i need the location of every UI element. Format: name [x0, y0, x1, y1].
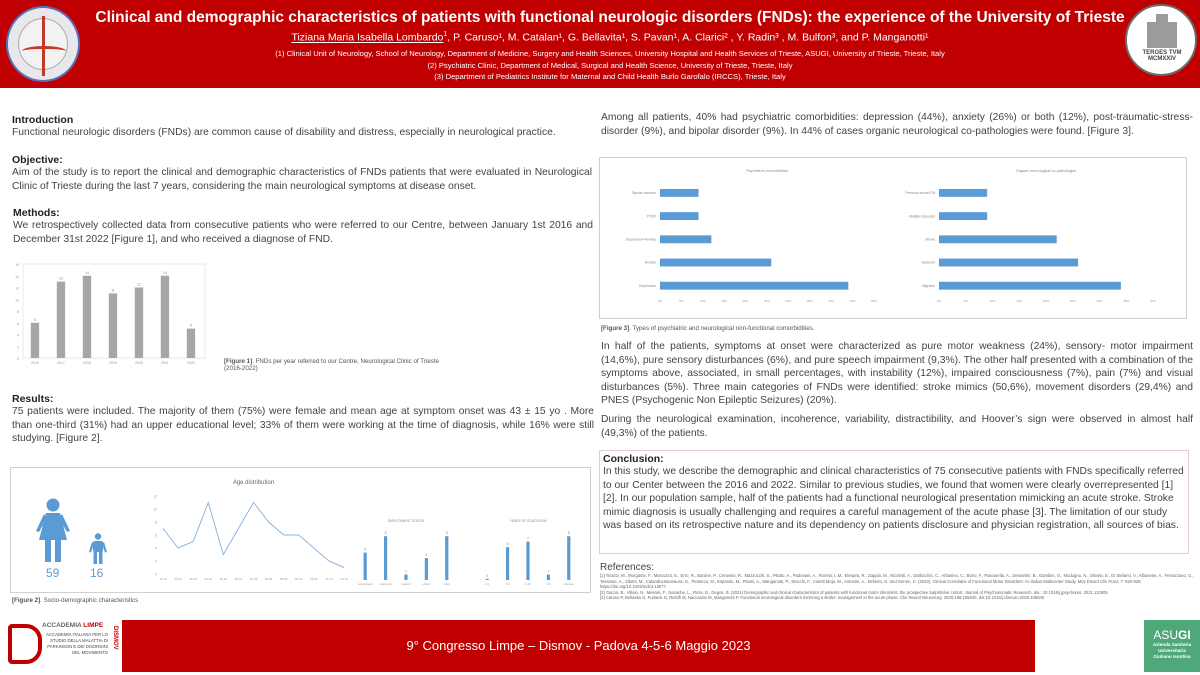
bar — [187, 329, 195, 358]
objective-section — [12, 154, 592, 193]
bar-value-label: 7 — [527, 536, 529, 541]
category-label: Migraine — [921, 283, 935, 288]
x-tick-label: 0% — [936, 299, 942, 303]
bar-value-label: 6 — [506, 542, 509, 547]
x-tick-label: employed — [379, 583, 392, 586]
bar — [660, 259, 771, 267]
bar — [364, 553, 367, 580]
bar — [83, 276, 91, 358]
figure1-caption-text: . FNDs per year referred to our Centre, Neurological Clinic of Trieste (2016-2022) — [224, 358, 439, 372]
x-tick-label: 5% — [963, 299, 968, 303]
objective-text: Aim of the study is to report the clinical and demographic characteristics of FNDs patients that were evaluated in Neurological Clinic of Trieste during the last 7 years, considering the main neurological symptoms at disease onset. — [12, 167, 592, 192]
limpe-subtitle: ACCADEMIA ITALIANA PER LO STUDIO DELLA MALATTIA DI PARKINSON E DEI DISORDINI DEL MOVIMENTO — [46, 632, 109, 655]
figure3-caption-text: . Types of psychiatric and neurological non-functional comorbidities. — [629, 325, 815, 332]
figure1-bar-chart — [5, 258, 220, 378]
limpe-title-gray: ACCADEMIA — [42, 622, 84, 629]
first-author: Tiziana Maria Isabella Lombardo — [291, 31, 444, 44]
x-tick-label: 40-44 — [234, 577, 243, 581]
y-tick-label: 6 — [17, 321, 19, 326]
university-seal-logo — [6, 6, 80, 82]
employment-status-bar-chart — [351, 516, 461, 588]
bar-value-label: 1 — [405, 569, 407, 574]
methods-heading: Methods: — [13, 207, 60, 219]
age-distribution-line-chart — [149, 474, 349, 586]
bar-value-label: 0 — [486, 573, 489, 578]
bar-value-label: 6 — [33, 317, 36, 322]
reference-item: [3] Caruso P, Bellavita G, Furlanis G, Ridolfi M, Naccarato M, Manganotti P. Functional neurological disorders mimicing a stroke: management in the acute phase. Clin Neurol Neurosurg. 2020;198:105840. doi:10.1016/j.clineuro.2020.105840 — [600, 595, 1045, 601]
x-tick-label: 45% — [849, 299, 856, 303]
asugi-logo — [1144, 620, 1200, 672]
x-tick-label: 2022 — [187, 361, 195, 365]
bar-value-label: 14 — [85, 270, 89, 275]
x-tick-label: 15% — [721, 299, 728, 303]
asugi-sub-3: Giuliano Isontina — [1153, 654, 1191, 659]
x-tick-label: 35% — [1123, 299, 1130, 303]
affiliation-3: (3) Department of Pediatrics Institute for Maternal and Child Health Burlo Garofalo (IRCCS), Trieste, Italy — [434, 72, 786, 81]
figure3-caption-label: [Figure 3] — [601, 325, 630, 332]
objective-heading: Objective: — [12, 154, 63, 166]
bar-value-label: 12 — [137, 282, 141, 287]
y-tick-label: 10 — [15, 298, 19, 303]
category-label: Depression+Anxiety — [625, 237, 656, 242]
x-tick-label: 30-34 — [204, 577, 212, 581]
y-tick-label: 12 — [15, 286, 19, 291]
x-tick-label: 2019 — [109, 361, 117, 365]
figure1-caption-label: [Figure 1] — [224, 358, 253, 365]
y-tick-label: 10 — [153, 507, 157, 512]
results-heading: Results: — [12, 393, 54, 405]
bar — [506, 547, 509, 580]
bar — [486, 579, 489, 580]
x-tick-label: 2018 — [83, 361, 91, 365]
bar-value-label: 14 — [163, 270, 167, 275]
x-tick-label: 55-59 — [279, 577, 288, 581]
congress-banner: 9° Congresso Limpe – Dismov - Padova 4-5-6 Maggio 2023 — [122, 620, 1035, 672]
x-tick-label: 65-69 — [310, 577, 318, 581]
x-tick-label: 20-24 — [174, 577, 182, 581]
asugi-sub-1: Azienda Sanitaria — [1152, 642, 1192, 647]
bar — [939, 282, 1121, 290]
x-tick-label: 0% — [657, 299, 663, 303]
x-tick-label: unemployed — [357, 583, 373, 586]
asugi-title — [1144, 628, 1200, 642]
bar — [660, 235, 711, 243]
bar — [57, 282, 65, 358]
x-tick-label: 6-8 — [505, 583, 510, 586]
methods-section — [13, 207, 593, 246]
figure1-caption — [224, 358, 454, 372]
x-tick-label: 9-13 — [525, 583, 531, 586]
bar — [161, 276, 169, 358]
bar-value-label: 5 — [189, 323, 192, 328]
x-tick-label: 70-74 — [325, 577, 333, 581]
x-tick-label: 30% — [785, 299, 792, 303]
male-count: 16 — [90, 566, 104, 580]
y-tick-label: 8 — [155, 520, 157, 525]
chart-title: EMPLOYMENT STATUS — [387, 519, 425, 523]
bar-value-label: 1 — [547, 569, 550, 574]
asugi-title-bold: GI — [1178, 628, 1191, 642]
y-tick-label: 16 — [15, 263, 19, 267]
x-tick-label: 0-5 — [485, 583, 490, 586]
results-text: 75 patients were included. The majority of them (75%) were female and mean age at symptom onset was 43 ± 15 yo . More than one-third (31%) had an upper educational level; 33% of them were working at the time of diagnosis, while 16% were still studying. [Figure 2]. — [12, 406, 594, 445]
age-line — [163, 503, 344, 568]
x-tick-label: student — [401, 583, 411, 586]
figure2-caption-text: . Socio-demographic characteristics — [40, 597, 139, 604]
category-label: Anxiety — [644, 260, 656, 265]
caduceus-wing-icon — [22, 46, 66, 56]
author-list — [90, 31, 1130, 44]
psychiatric-comorbidities-chart — [602, 160, 897, 315]
results-section — [12, 393, 594, 446]
category-label: Multiple sclerosis — [909, 214, 935, 219]
conclusion-text: In this study, we describe the demographic and clinical characteristics of 75 consecutive patients with FNDs specifically referred to our Center between the 2016 and 2022. Similar to previous studies, we found that women were clearly overrepresented [1][2]. In our population sample, half of the patients had a functional neurological presentation mimicking an acute stroke. Stroke mimic diagnosis is usually challenging and requires a careful management of the acute phase [3]. The limitation of our study was based on its retrospective nature and its dependency on patients disclosure and physician registration, all sources of bias. — [603, 466, 1184, 532]
bar-value-label: 4 — [425, 553, 428, 558]
bar — [660, 212, 699, 220]
bar-value-label: 8 — [384, 531, 387, 536]
x-tick-label: 20% — [742, 299, 749, 303]
category-label: Bipolar disorder — [632, 191, 656, 196]
x-tick-label: 40% — [828, 299, 835, 303]
bar — [660, 282, 848, 290]
education-years-bar-chart — [473, 516, 583, 588]
category-label: Seizures — [921, 260, 935, 265]
y-tick-label: 14 — [15, 274, 19, 279]
x-tick-label: >13 — [546, 583, 551, 586]
x-tick-label: 10% — [989, 299, 996, 303]
limpe-dismov-label: DISMOV — [112, 626, 118, 650]
bar — [135, 288, 143, 359]
x-tick-label: retired — [422, 583, 431, 586]
affiliation-1: (1) Clinical Unit of Neurology, School of Neurology, Department of Medicine, Surgery and Health Sciences, University Hospital and Health Services of Trieste, ASUGI, University of Trieste, Trieste, Italy — [275, 49, 945, 58]
category-label: PTSD — [646, 214, 656, 219]
y-tick-label: 2 — [155, 559, 157, 564]
x-tick-label: 30% — [1096, 299, 1103, 303]
comorbidities-text: Among all patients, 40% had psychiatric comorbidities: depression (44%), anxiety (26%) or both (12%), post-traumatic-stress-disorder (9%), and bipolar disorder (9%). In 44% of cases organic neurological co-pathologies were found. [Figure 3]. — [601, 112, 1193, 137]
references-heading: References: — [600, 562, 654, 573]
bar-value-label: 11 — [111, 288, 115, 293]
y-tick-label: 4 — [155, 546, 157, 551]
category-label: Depression — [638, 283, 656, 288]
x-tick-label: 2021 — [161, 361, 169, 365]
bar — [939, 189, 987, 197]
figure2-caption — [12, 597, 312, 604]
bar — [547, 575, 550, 580]
x-tick-label: 10% — [699, 299, 706, 303]
bar — [526, 542, 529, 580]
bar-value-label: 8 — [567, 531, 570, 536]
bar — [445, 536, 448, 580]
affiliation-2: (2) Psychiatric Clinic, Department of Medical, Surgical and Health Science, University of Trieste, Trieste, Italy — [427, 61, 793, 70]
bar — [425, 558, 428, 580]
bar — [384, 536, 387, 580]
bar — [404, 575, 407, 580]
asugi-title-light: ASU — [1153, 628, 1178, 642]
x-tick-label: 15% — [1016, 299, 1023, 303]
x-tick-label: 2016 — [31, 361, 39, 365]
y-tick-label: 6 — [155, 533, 157, 538]
y-tick-label: 8 — [17, 310, 19, 314]
conclusion-heading: Conclusion: — [603, 453, 664, 465]
y-tick-label: 2 — [17, 345, 19, 350]
y-tick-label: 4 — [17, 333, 19, 338]
x-tick-label: 35% — [806, 299, 813, 303]
x-tick-label: 25% — [763, 299, 771, 303]
first-author-sup: 1 — [443, 31, 448, 38]
x-tick-label: 50% — [870, 299, 878, 303]
introduction-heading: Introduction — [12, 114, 74, 126]
x-tick-label: 15-19 — [159, 577, 167, 581]
bar — [31, 323, 39, 358]
y-tick-label: 0 — [155, 572, 157, 577]
bar-value-label: 13 — [59, 276, 63, 281]
reference-item: [2] Garcin, B., Villain, N., Mesrati, F., Nacache, L., Roze, E., Degos, B. (2021) Demographic and clinical characteristics of patients with functional motor disorders: the prospective Salpêtrière cohort. Journal of Psychosomatic Research. doi : 10.1016/j.jpsychores. 2021.110505 — [600, 589, 1108, 595]
reference-item: [1] Tinazzi, M., Morgante, F., Marcuzzo, E., Erro, R., Barone, P., Ceravolo, R., Mazzucchi, S., Pilotto, A., Padovani, A., Romito, L.M., Eleopra, R., Zappia, M., Nicoletti, A., Dallocchio, C., Arbasino, C., Bono, F., Pascarella, A., Demartini, B., Gambini, O., Modugno, N., Olivola, E., Di Stefano, V., Albanese, A., Ferrazzano, G., Tessitore, A., Zibetti, M., Calandra-Buonaura, G., Petracca, M., Esposito, M., Pisani, A., Manganotti, P., Stocchi, F., Coletti Moja, M., Antonini, A., Defazio, G. and Geroin, C. (2020), Clinical Correlates of Functional Motor Disorders: An Italian Multicenter Study. Mov Disord Clin Pract, 7: 920-929. https://doi.org/10.1002/mdc3.13077 — [600, 573, 1194, 590]
introduction-text: Functional neurologic disorders (FNDs) are common cause of disability and distress, especially in neurological practice. — [12, 127, 556, 138]
chart-title: Psychiatric comorbidities — [746, 169, 788, 173]
x-tick-label: unknown — [563, 583, 575, 586]
bar-value-label: 8 — [445, 531, 448, 536]
x-tick-label: other — [443, 583, 450, 586]
x-tick-label: 35-39 — [219, 577, 228, 581]
castle-icon — [1147, 22, 1177, 48]
references-section — [600, 562, 1195, 601]
trieste-university-seal-logo — [1125, 4, 1197, 76]
category-label: Stroke — [925, 237, 935, 242]
figure3-caption — [601, 325, 1101, 332]
asugi-sub-2: Universitaria — [1158, 648, 1186, 653]
x-tick-label: 2017 — [57, 361, 65, 365]
accademia-limpe-logo — [0, 620, 122, 672]
methods-text: We retrospectively collected data from consecutive patients who were referred to our Centre, between January 1st 2016 and December 31st 2022 [Figure 1], and who received a diagnose of FND. — [13, 220, 593, 245]
limpe-title-red: LIMPE — [83, 622, 104, 629]
x-tick-label: 25-29 — [189, 577, 197, 581]
x-tick-label: 50-54 — [264, 577, 273, 581]
poster-header — [0, 0, 1200, 88]
poster-title: Clinical and demographic characteristics of patients with functional neurologic disorders (FNDs): the experience of the University of Trieste — [95, 9, 1125, 26]
x-tick-label: 45-49 — [249, 577, 258, 581]
chart-title: Age distribution — [232, 480, 275, 486]
category-label: Previous stroke/TIA — [905, 191, 935, 196]
female-person-icon — [33, 498, 73, 564]
neurological-copathologies-chart — [897, 160, 1187, 315]
figure2-caption-label: [Figure 2] — [12, 597, 41, 604]
x-tick-label: 5% — [679, 299, 684, 303]
limpe-mark-icon — [8, 624, 42, 664]
x-tick-label: 2020 — [135, 361, 143, 365]
other-authors: , P. Caruso¹, M. Catalan¹, G. Bellavita¹, S. Pavan¹, A. Clarici² , Y. Radin³ , M. Bulfon³, and P. Manganotti¹ — [447, 31, 929, 44]
conclusion-section — [599, 450, 1189, 554]
chart-title: Organic neurological co-pathologies — [1015, 169, 1077, 173]
figure3-box — [599, 157, 1187, 319]
seal-motto: TERGES TVM MCMXXIV — [1142, 50, 1182, 62]
chart-title: YEARS OF EDUCATION — [509, 519, 547, 523]
bar — [939, 235, 1057, 243]
introduction-section — [12, 114, 592, 140]
x-tick-label: 60-64 — [295, 577, 303, 581]
x-tick-label: 75-79 — [340, 577, 348, 581]
bar — [939, 212, 987, 220]
bar-value-label: 5 — [364, 547, 367, 552]
female-count: 59 — [46, 566, 60, 580]
x-tick-label: 40% — [1149, 299, 1157, 303]
figure2-box — [10, 467, 591, 593]
bar — [939, 259, 1078, 267]
y-tick-label: 12 — [153, 494, 157, 499]
bar — [567, 536, 570, 580]
x-tick-label: 25% — [1069, 299, 1076, 303]
male-person-icon — [89, 533, 107, 565]
bar — [660, 189, 699, 197]
exam-text: During the neurological examination, incoherence, variability, distractibility, and Hoover’s sign were observed in almost half (49,3%) of the patients. — [601, 414, 1193, 439]
bar — [109, 293, 117, 358]
x-tick-label: 20% — [1042, 299, 1050, 303]
limpe-title — [42, 622, 103, 629]
y-tick-label: 0 — [17, 357, 19, 361]
symptoms-text: In half of the patients, symptoms at onset were characterized as pure motor weakness (24%), sensory- motor impairment (14,6%), pure sensory disturbances (6%), and pure speech impairment (9,3%). The other half presented with a combination of the symptoms above, associated, in small percentages, with instability (12%), impaired consciousness (7%), pain (7%) and visual disturbances (5%). Three main categories of FNDs were identified: stroke mimics (50,6%), movement disorders (29,4%) and PNES (Psychogenic Non Epileptic Seizures) (20%). — [601, 341, 1193, 407]
